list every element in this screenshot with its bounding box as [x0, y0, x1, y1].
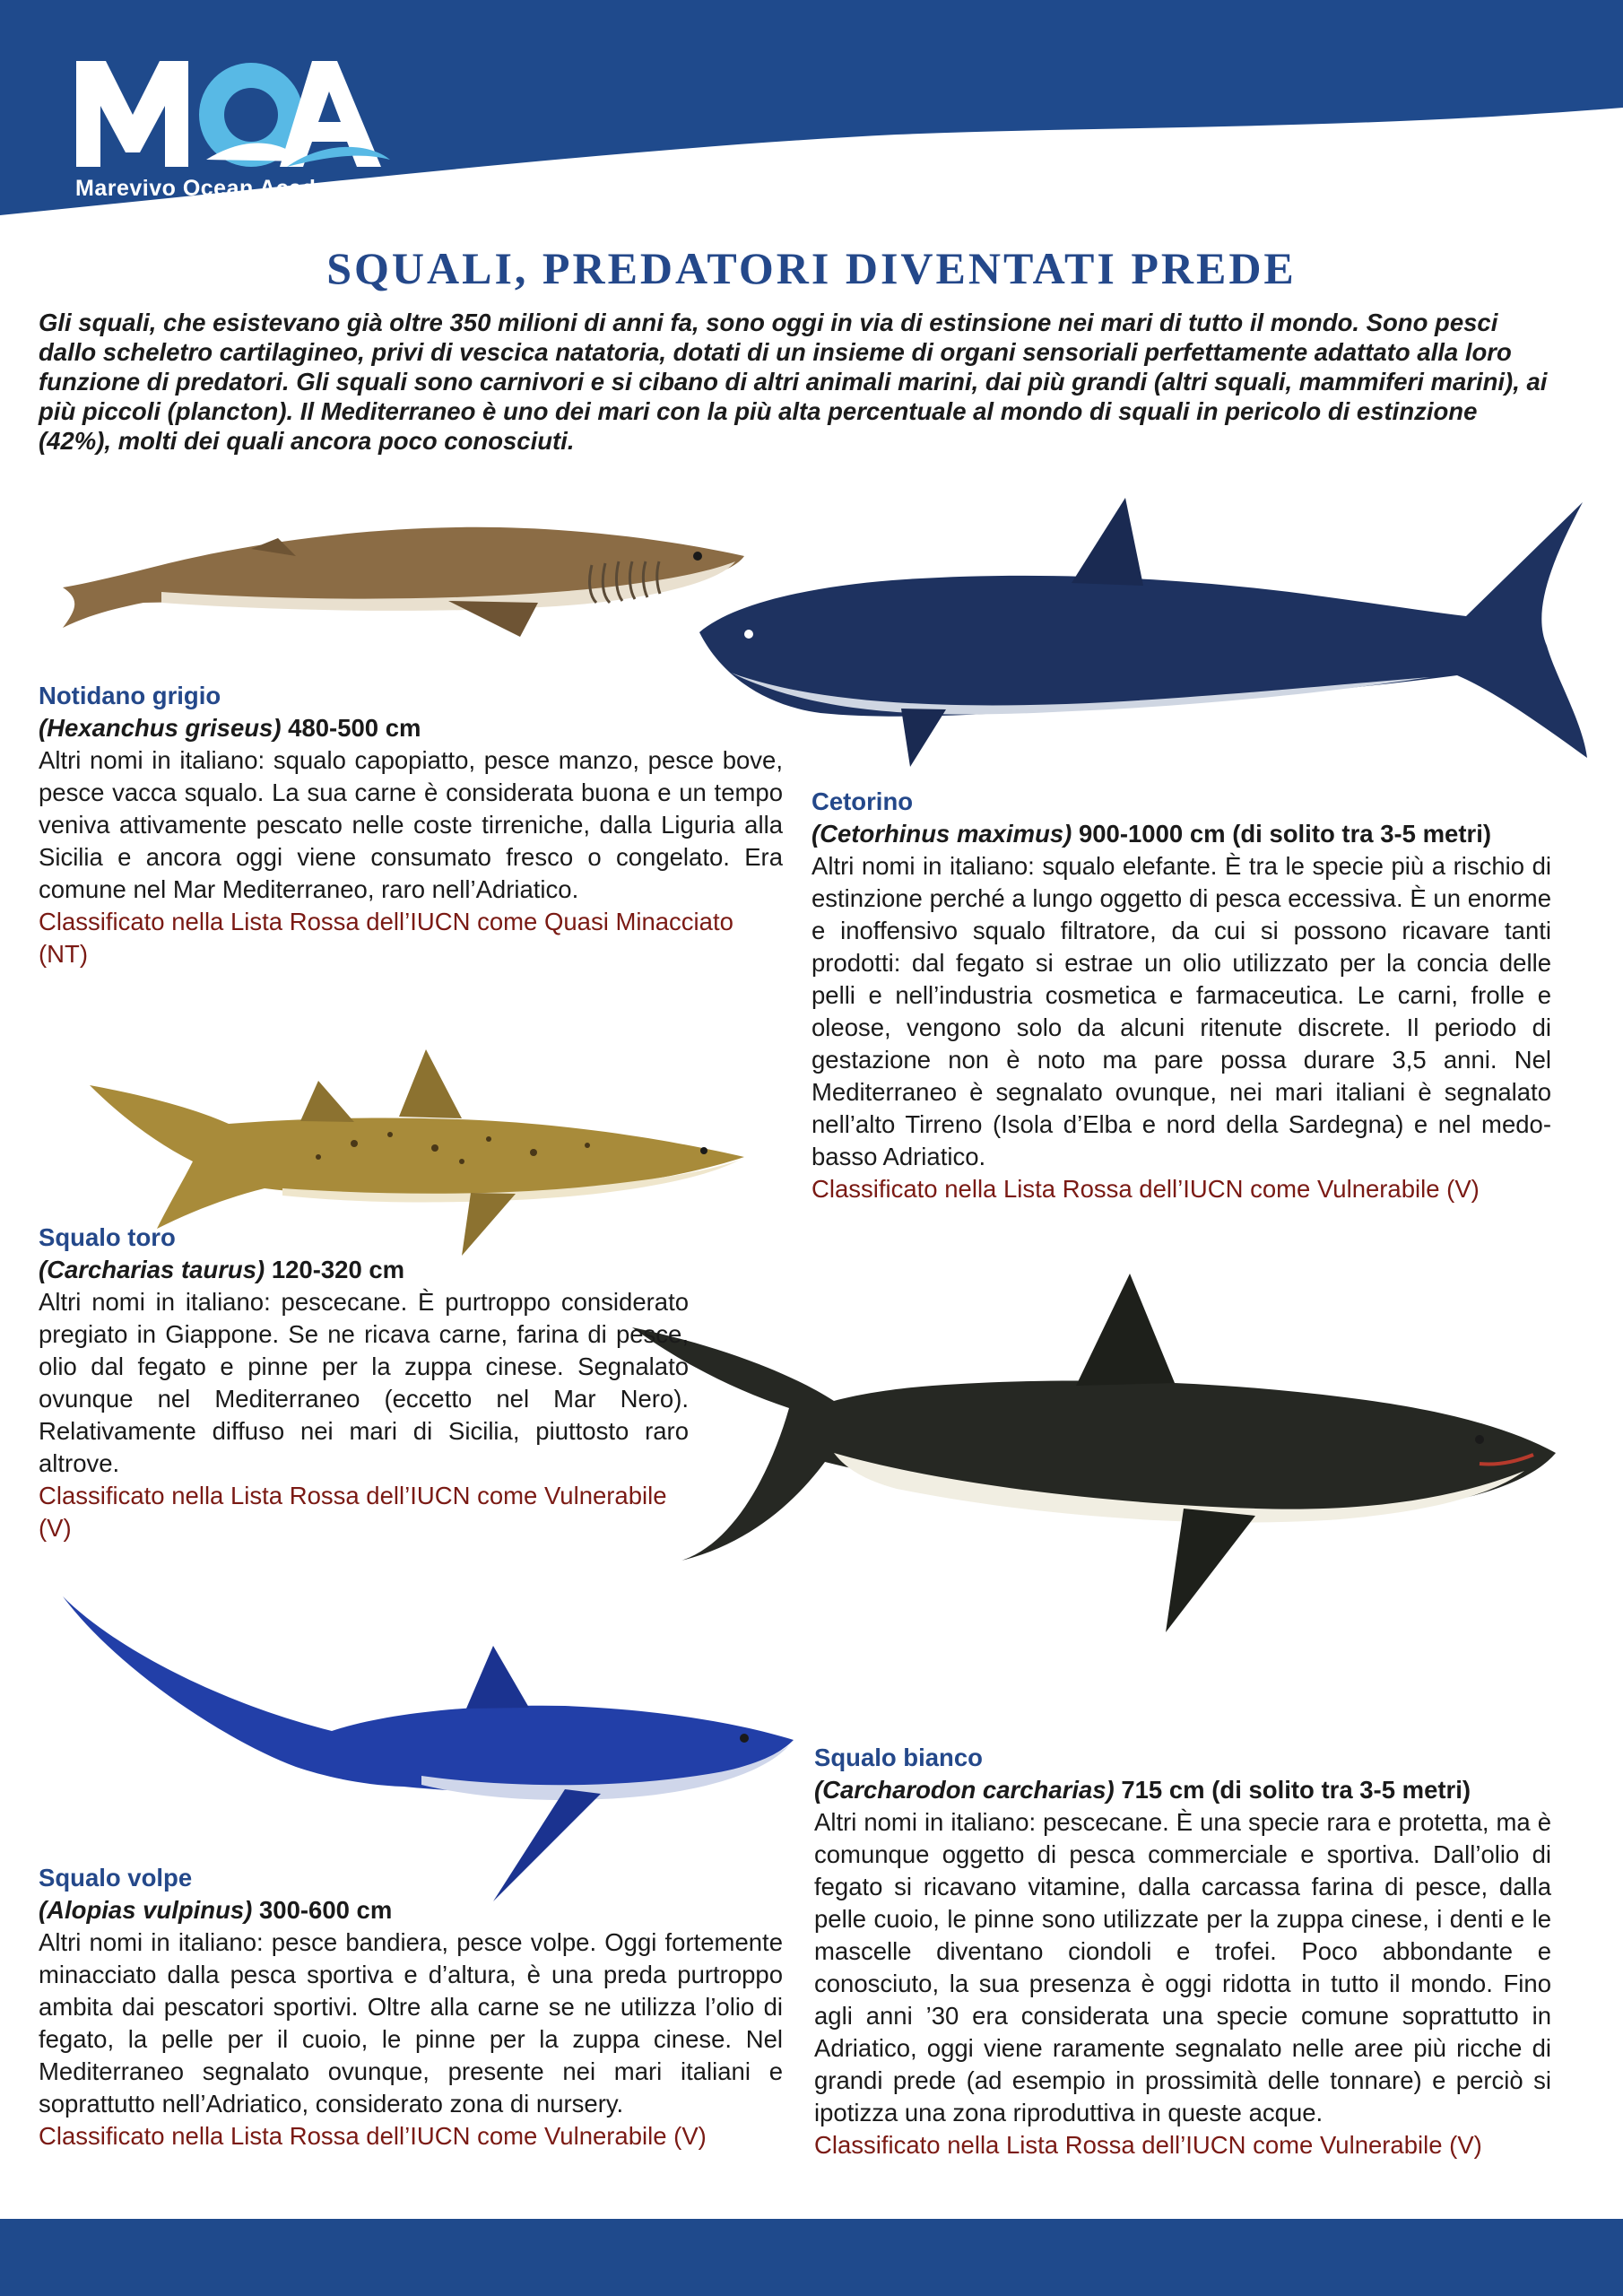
species-card-cetorino	[812, 786, 1551, 1205]
species-name: Squalo toro	[39, 1223, 176, 1251]
species-iucn-status: Classificato nella Lista Rossa dell’IUCN come Vulnerabile (V)	[814, 2131, 1482, 2159]
footer-band	[0, 2219, 1623, 2296]
species-scientific-name: (Cetorhinus maximus)	[812, 820, 1072, 848]
species-scientific-name: (Alopias vulpinus)	[39, 1896, 253, 1924]
species-size: 900-1000 cm (di solito tra 3-5 metri)	[1078, 820, 1492, 848]
species-size: 300-600 cm	[258, 1896, 393, 1924]
page-title: SQUALI, PREDATORI DIVENTATI PREDE	[326, 243, 1297, 293]
species-description: Altri nomi in italiano: pescecane. È purtroppo considerato pregiato in Giappone. Se ne ricava carne, farina di pesce, olio dal fegato e pinne per la zuppa cinese. Segnalato ovunque nel Mediterraneo (eccetto nel Mar Nero). Relativamente diffuso nei mari di Sicilia, piuttosto raro altrove.	[39, 1288, 689, 1477]
notidano-grigio-illustration	[54, 502, 753, 655]
species-description: Altri nomi in italiano: pescecane. È una specie rara e protetta, ma è comunque oggetto di pesca commerciale e sportiva. Dall’olio di fegato si ricavano vitamine, dalla carcassa farina di pesce, dalla pelle cuoio, le pinne sono utilizzate per la zuppa cinese, i denti e le mascelle diventano ciondoli e trofei. Poco abbondante e conosciuto, la sua presenza è oggi ridotta in tutto il mondo. Fino agli anni ’30 era considerata una specie comune soprattutto in Adriatico, oggi viene raramente segnalato nelle aree più ricche di grandi prede (ad esempio in prossimità delle tonnare) e perciò si ipotizza una zona riproduttiva in queste acque.	[814, 1808, 1551, 2126]
species-card-squalo-toro	[39, 1222, 689, 1544]
species-scientific-name: (Carcharodon carcharias)	[814, 1776, 1115, 1804]
species-iucn-status: Classificato nella Lista Rossa dell’IUCN come Vulnerabile (V)	[812, 1175, 1480, 1203]
intro-paragraph: Gli squali, che esistevano già oltre 350 milioni di anni fa, sono oggi in via di estinsione nei mari di tutto il mondo. Sono pesci dallo scheletro cartilagineo, privi di vescica natatoria, dotati di un insieme di organi sensoriali perfettamente adattato alla loro funzione di predatori. Gli squali sono carnivori e si cibano di altri animali marini, dai più grandi (altri squali, mammiferi marini), ai più piccoli (plancton). Il Mediterraneo è uno dei mari con la più alta percentuale al mondo di squali in pericolo di estinzione (42%), molti dei quali ancora poco conosciuti.	[39, 309, 1548, 455]
species-size: 480-500 cm	[288, 714, 421, 742]
cetorino-illustration	[695, 498, 1592, 767]
squalo-volpe-illustration	[63, 1596, 798, 1901]
species-name: Notidano grigio	[39, 682, 221, 709]
species-description: Altri nomi in italiano: squalo elefante. È tra le specie più a rischio di estinzione perché a lungo oggetto di pesca eccessiva. È un enorme e inoffensivo squalo filtratore, da cui si possono ricavare tanti prodotti: dal fegato si estrae un olio utilizzato per la concia delle pelli e nell’industria cosmetica e farmaceutica. Le carni, frolle e oleose, vengono solo da alcuni ritenute discrete. Il periodo di gestazione non è noto ma pare possa durare 3,5 anni. Nel Mediterraneo è segnalato ovunque, nei mari italiani è segnalato nell’alto Tirreno (Isola d’Elba e nord della Sardegna) e nel medo-basso Adriatico.	[812, 852, 1551, 1170]
species-size: 120-320 cm	[271, 1256, 405, 1283]
species-scientific-name: (Hexanchus griseus)	[39, 714, 282, 742]
species-iucn-status: Classificato nella Lista Rossa dell’IUCN come Quasi Minacciato (NT)	[39, 908, 733, 968]
species-iucn-status: Classificato nella Lista Rossa dell’IUCN come Vulnerabile (V)	[39, 2122, 707, 2150]
squalo-bianco-illustration	[628, 1274, 1560, 1632]
species-card-notidano-grigio	[39, 680, 783, 970]
species-description: Altri nomi in italiano: pesce bandiera, pesce volpe. Oggi fortemente minacciato dalla pesca sportiva e d’altura, è una preda purtroppo ambita dai pescatori sportivi. Oltre alla carne se ne utilizza l’olio di fegato, la pelle per il cuoio, le pinne per la zuppa cinese. Nel Mediterraneo segnalato ovunque, presente nei mari italiani e soprattutto nell’Adriatico, considerato zona di nursery.	[39, 1928, 783, 2118]
species-card-squalo-bianco	[814, 1742, 1551, 2161]
species-card-squalo-volpe	[39, 1862, 783, 2152]
species-name: Cetorino	[812, 787, 914, 815]
logo-tagline: Marevivo Ocean Academy	[75, 176, 362, 201]
species-description: Altri nomi in italiano: squalo capopiatto, pesce manzo, pesce bove, pesce vacca squalo. La sua carne è considerata buona e un tempo veniva attivamente pescato nelle coste tirreniche, dalla Liguria alla Sicilia e ancora oggi viene consumato fresco o congelato. Era comune nel Mar Mediterraneo, raro nell’Adriatico.	[39, 746, 783, 903]
species-name: Squalo bianco	[814, 1744, 983, 1771]
species-size: 715 cm (di solito tra 3-5 metri)	[1121, 1776, 1471, 1804]
species-name: Squalo volpe	[39, 1864, 193, 1892]
species-iucn-status: Classificato nella Lista Rossa dell’IUCN come Vulnerabile (V)	[39, 1482, 667, 1542]
species-scientific-name: (Carcharias taurus)	[39, 1256, 265, 1283]
